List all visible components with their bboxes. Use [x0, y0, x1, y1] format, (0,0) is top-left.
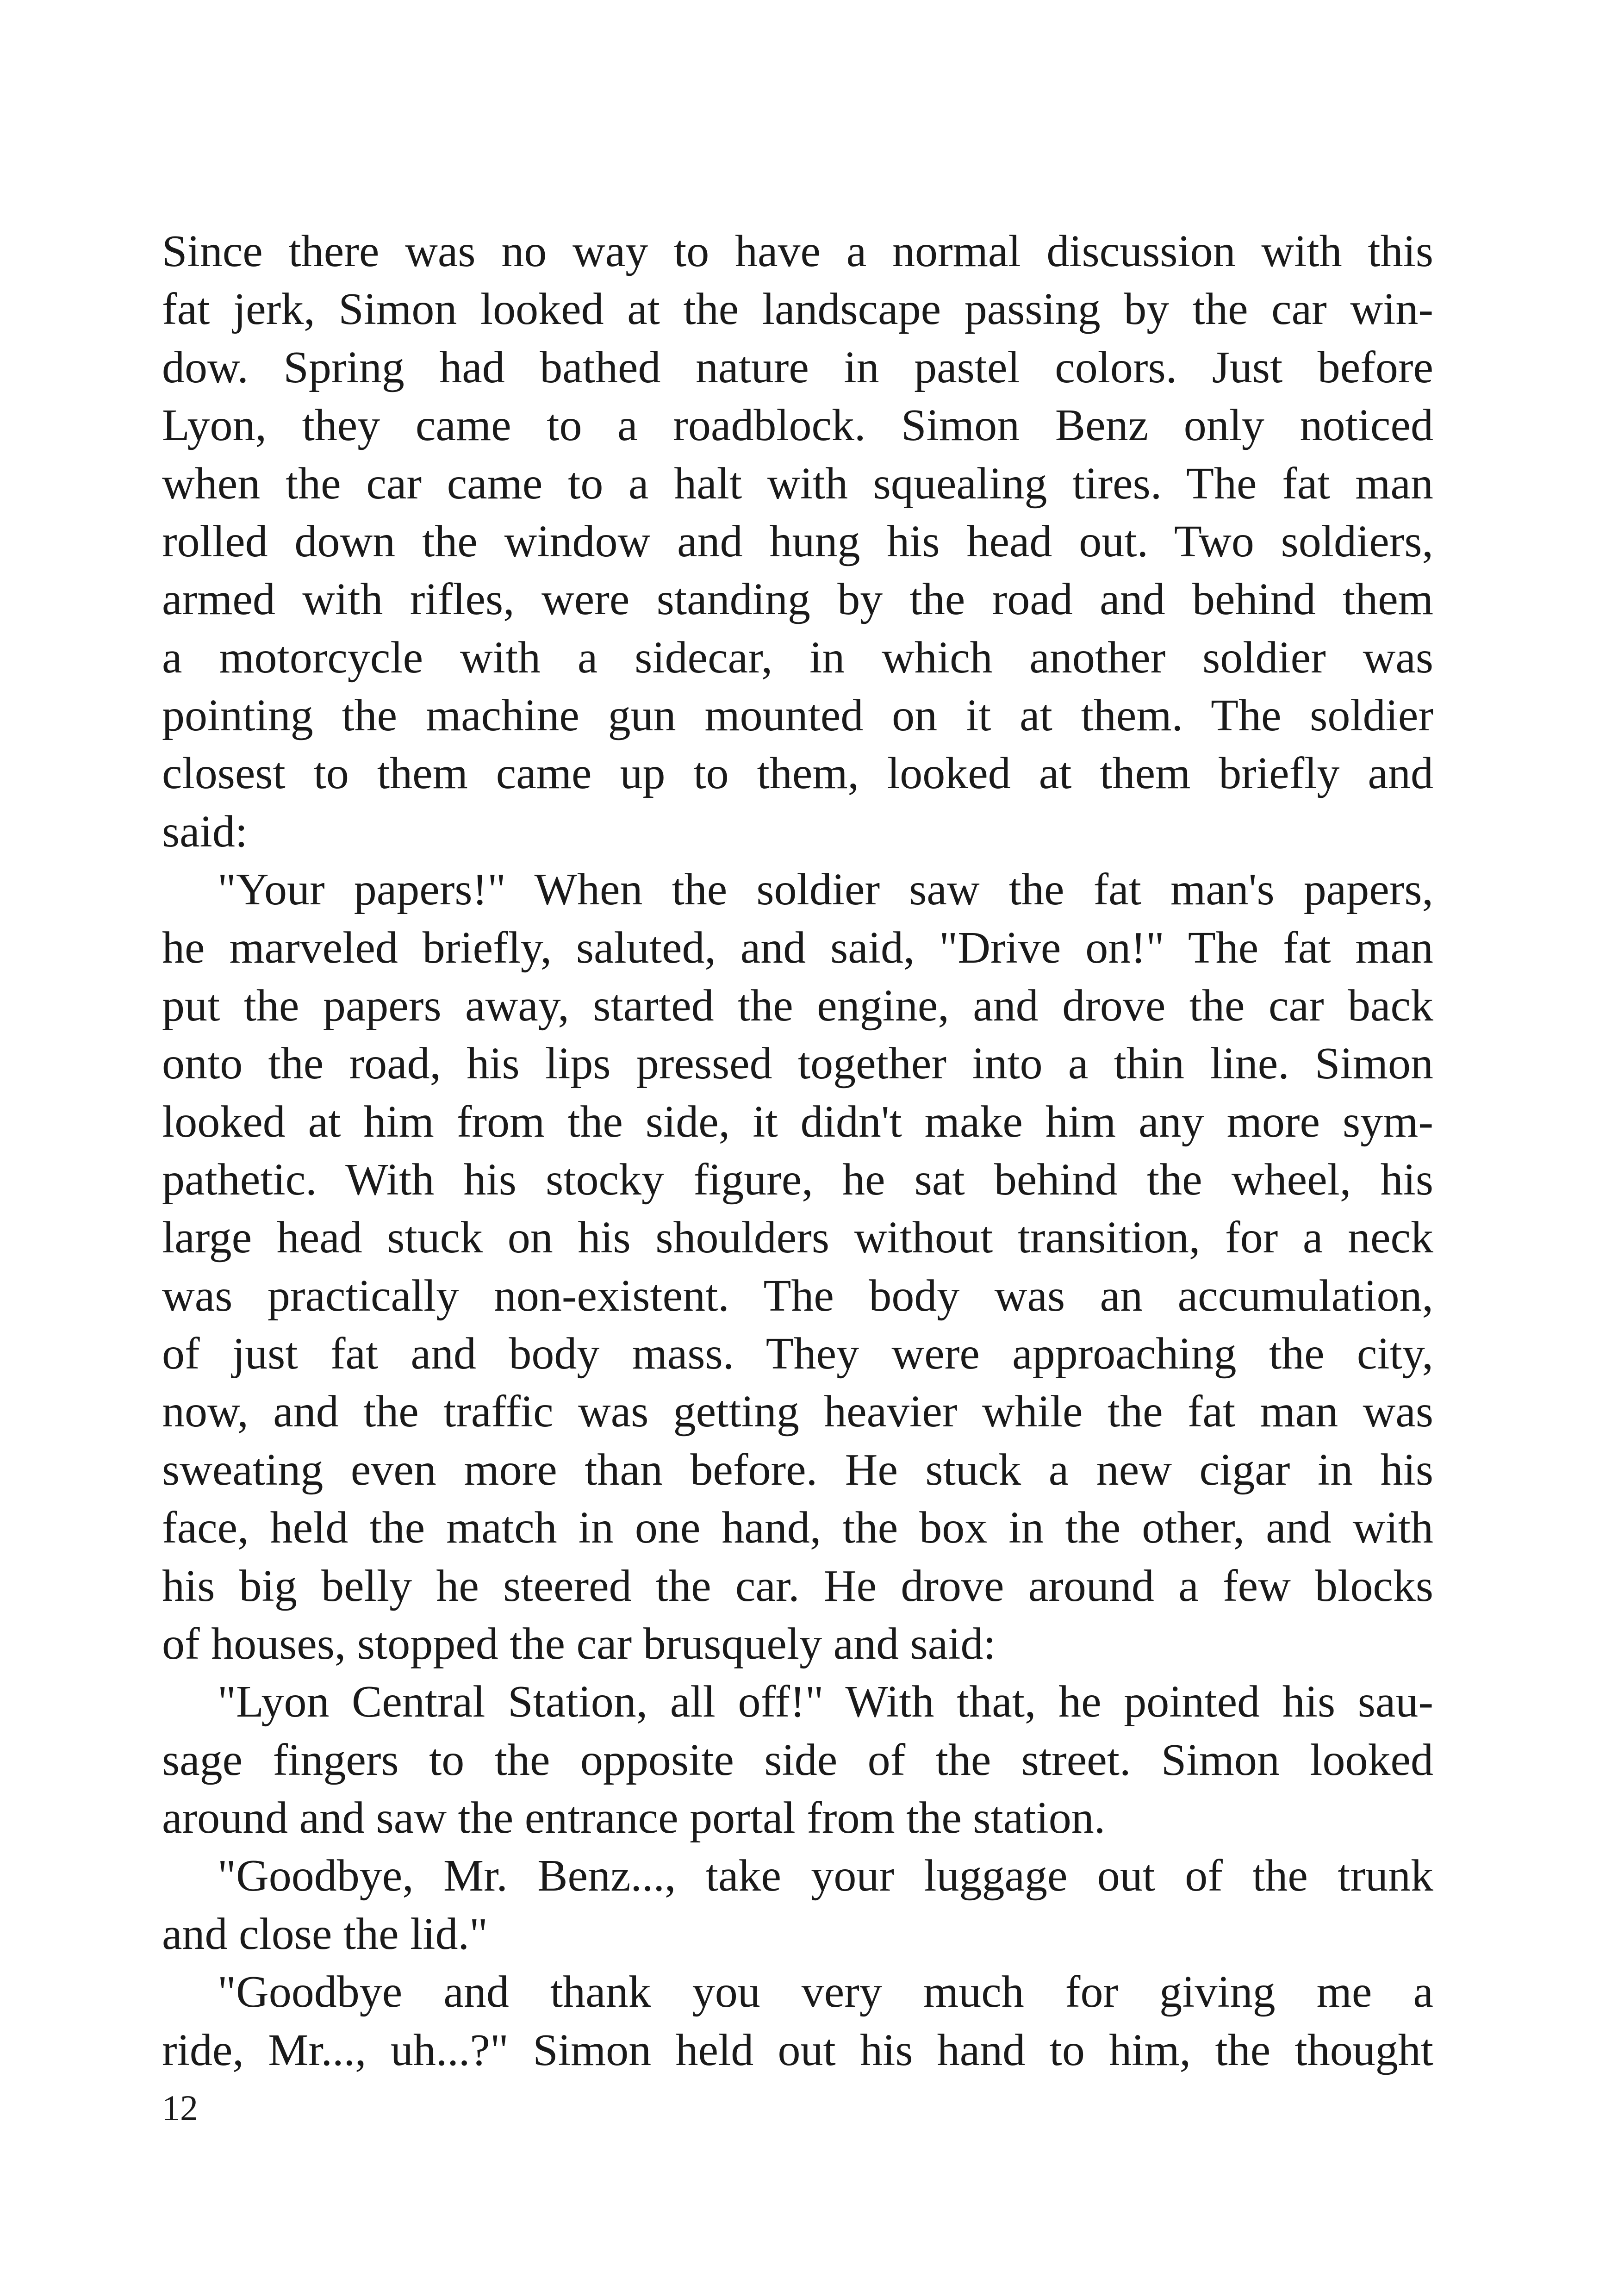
text-line: Since there was no way to have a normal discussion with this	[162, 226, 1433, 276]
text-line: onto the road, his lips pressed together into a thin line. Simon	[162, 1039, 1433, 1089]
text-line: sweating even more than before. He stuck a new cigar in his	[162, 1445, 1433, 1495]
text-line: "Goodbye, Mr. Benz..., take your luggage out of the trunk	[218, 1851, 1433, 1901]
text-line: now, and the traffic was getting heavier while the fat man was	[162, 1387, 1433, 1437]
text-line: ride, Mr..., uh...?" Simon held out his hand to him, the thought	[162, 2025, 1433, 2075]
text-line: was practically non-existent. The body was an accumulation,	[162, 1271, 1433, 1321]
text-line: "Your papers!" When the soldier saw the fat man's papers,	[218, 865, 1433, 915]
text-line: his big belly he steered the car. He drove around a few blocks	[162, 1561, 1433, 1611]
text-line: a motorcycle with a sidecar, in which another soldier was	[162, 633, 1433, 683]
text-line: said:	[162, 807, 248, 857]
text-line: looked at him from the side, it didn't make him any more sym-	[162, 1097, 1433, 1147]
text-line: he marveled briefly, saluted, and said, "Drive on!" The fat man	[162, 923, 1433, 973]
text-line: Lyon, they came to a roadblock. Simon Benz only noticed	[162, 400, 1433, 450]
text-line: pathetic. With his stocky figure, he sat behind the wheel, his	[162, 1155, 1433, 1205]
text-line: around and saw the entrance portal from the station.	[162, 1793, 1106, 1843]
text-line: "Lyon Central Station, all off!" With that, he pointed his sau-	[218, 1677, 1433, 1727]
text-line: closest to them came up to them, looked at them briefly and	[162, 748, 1433, 798]
text-line: rolled down the window and hung his head out. Two soldiers,	[162, 516, 1433, 566]
text-line: "Goodbye and thank you very much for giving me a	[218, 1967, 1433, 2017]
text-line: when the car came to a halt with squealing tires. The fat man	[162, 459, 1433, 509]
text-line: large head stuck on his shoulders without transition, for a neck	[162, 1213, 1433, 1263]
text-line: of houses, stopped the car brusquely and said:	[162, 1619, 996, 1669]
page-number: 12	[162, 2088, 198, 2128]
text-line: dow. Spring had bathed nature in pastel colors. Just before	[162, 342, 1433, 392]
text-line: pointing the machine gun mounted on it at them. The soldier	[162, 691, 1433, 740]
text-line: sage fingers to the opposite side of the street. Simon looked	[162, 1735, 1433, 1785]
text-line: fat jerk, Simon looked at the landscape passing by the car win-	[162, 284, 1433, 334]
text-line: face, held the match in one hand, the box in the other, and with	[162, 1503, 1433, 1553]
text-line: put the papers away, started the engine, and drove the car back	[162, 981, 1433, 1031]
text-line: of just fat and body mass. They were approaching the city,	[162, 1329, 1433, 1379]
text-line: armed with rifles, were standing by the road and behind them	[162, 574, 1433, 624]
text-line: and close the lid."	[162, 1909, 488, 1959]
